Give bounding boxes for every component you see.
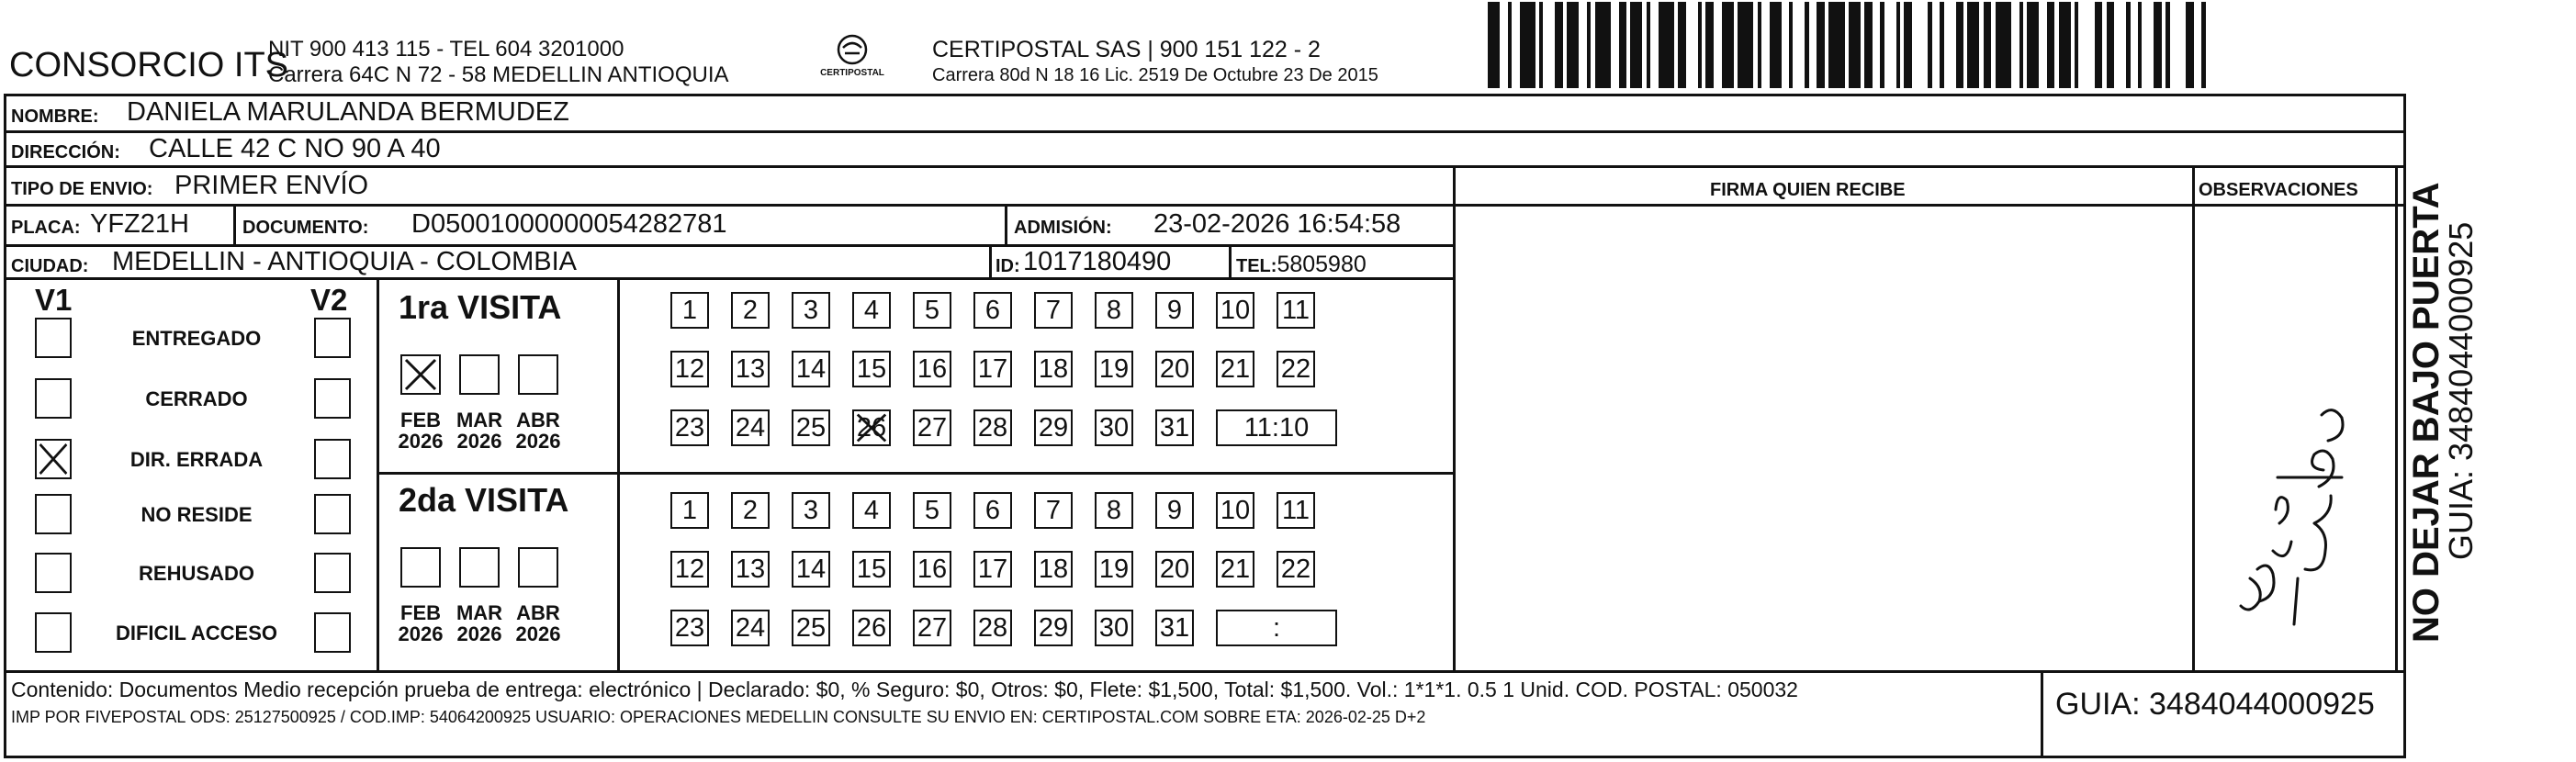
tipo-envio-label: TIPO DE ENVIO: [11,179,153,199]
month-checkbox[interactable] [459,354,500,395]
barcode-bar [1555,2,1563,88]
v1-checkbox[interactable] [35,494,72,534]
footer-guia: GUIA: 3484044000925 [2055,687,2375,722]
month-label: MAR 2026 [456,409,503,454]
barcode-bar [2206,2,2218,88]
observaciones-handwriting [2222,386,2369,643]
day-box[interactable]: 24 [731,610,770,646]
v1-checkbox[interactable] [35,553,72,593]
day-box[interactable]: 2 [731,492,770,529]
day-box[interactable]: 29 [1034,409,1073,446]
v1-label: V1 [35,283,73,317]
admision-value: 23-02-2026 16:54:58 [1153,209,1401,239]
reason-label: REHUSADO [139,562,254,585]
documento-value: D05001000000054282781 [411,209,727,239]
nombre-value: DANIELA MARULANDA BERMUDEZ [127,97,569,127]
day-box[interactable]: 7 [1034,292,1073,329]
barcode-bar [1650,2,1659,88]
barcode-bar [2131,2,2139,88]
month-checkbox[interactable] [518,354,558,395]
admision-label: ADMISIÓN: [1014,218,1112,238]
v2-checkbox[interactable] [314,378,351,419]
footer-contenido: Contenido: Documentos Medio recepción prueba de entrega: electrónico | Declarado: $0, % Seguro: $0, Otros: $0, Flete: $1,500, Total: $1,500. Vol.: 1*1*1. 0.5 1 Unid. COD. POSTAL: 050032 [11,678,1798,701]
barcode-bar [1944,2,1956,88]
v1-checkbox[interactable] [35,439,72,479]
v2-checkbox[interactable] [314,318,351,358]
day-box[interactable]: 16 [913,351,951,387]
day-box[interactable]: 10 [1216,292,1254,329]
direccion-label: DIRECCIÓN: [11,142,120,162]
certipostal-line1: CERTIPOSTAL SAS | 900 151 122 - 2 [932,37,1321,62]
certipostal-logo [816,33,889,83]
month-label: FEB 2026 [398,601,444,646]
month-checkbox[interactable] [459,547,500,588]
barcode-bar [2027,2,2039,88]
day-box[interactable]: 22 [1277,351,1315,387]
barcode-bar [2095,2,2103,88]
barcode-bar [2039,2,2047,88]
v2-checkbox[interactable] [314,439,351,479]
barcode-bar [1904,2,1912,88]
barcode-bar [1912,2,1928,88]
day-box[interactable]: 30 [1095,610,1133,646]
v2-checkbox[interactable] [314,612,351,653]
barcode-bar [2142,2,2154,88]
barcode-bar [1567,2,1579,88]
barcode-bar [1512,2,1520,88]
barcode-bar [1864,2,1873,88]
day-box[interactable]: 27 [913,610,951,646]
barcode-bar [1932,2,1940,88]
day-box[interactable]: 10 [1216,492,1254,529]
day-box[interactable]: 31 [1155,409,1194,446]
barcode-bar [2078,2,2094,88]
barcode-bar [1770,2,1782,88]
day-box[interactable]: 13 [731,551,770,588]
barcode-bar [1686,2,1698,88]
day-box[interactable]: 9 [1155,492,1194,529]
barcode-bar [1714,2,1722,88]
barcode-bar [2194,2,2202,88]
barcode-bar [1996,2,2011,88]
footer-imp: IMP POR FIVEPOSTAL ODS: 25127500925 / COD.IMP: 54064200925 USUARIO: OPERACIONES MEDELLIN CONSULTE SU ENVIO EN: CERTIPOSTAL.COM SOBRE ETA: 2026-02-25 D+2 [11,708,1426,726]
day-box[interactable]: 5 [913,292,951,329]
day-box[interactable]: 28 [973,409,1012,446]
tipo-envio-value: PRIMER ENVÍO [174,171,369,200]
month-label: FEB 2026 [398,409,444,454]
day-box[interactable]: 17 [973,351,1012,387]
first-visit-title: 1ra VISITA [399,288,562,326]
day-box[interactable]: 23 [670,409,709,446]
day-box[interactable]: 15 [852,551,891,588]
barcode-bar [1678,2,1686,88]
side-guia: GUIA: 3484044000925 [2442,221,2480,560]
day-box[interactable]: 14 [792,351,830,387]
direccion-value: CALLE 42 C NO 90 A 40 [149,134,441,163]
barcode-bar [1884,2,1896,88]
barcode-bar [1782,2,1790,88]
day-box[interactable]: 21 [1216,551,1254,588]
day-box[interactable]: 1 [670,292,709,329]
month-label: ABR 2026 [515,601,561,646]
barcode-bar [1761,2,1770,88]
day-box[interactable]: 28 [973,610,1012,646]
barcode-bar [1967,2,1979,88]
day-box[interactable]: 26 [852,610,891,646]
placa-label: PLACA: [11,218,81,238]
barcode-bar [2114,2,2126,88]
certipostal-line2: Carrera 80d N 18 16 Lic. 2519 De Octubre 23 De 2015 [932,65,1378,85]
month-checkbox[interactable] [400,547,441,588]
barcode-bar [1659,2,1674,88]
barcode-bar [1611,2,1619,88]
barcode-bar [1828,2,1844,88]
handwriting-text: No vive Acá [2222,386,2228,387]
day-box[interactable]: 4 [852,292,891,329]
logo-text: CERTIPOSTAL [820,68,884,78]
company-nit-tel: NIT 900 413 115 - TEL 604 3201000 [268,37,624,62]
day-box[interactable]: 12 [670,551,709,588]
v1-checkbox[interactable] [35,378,72,419]
day-box[interactable]: 29 [1034,610,1073,646]
day-box[interactable]: 7 [1034,492,1073,529]
day-box[interactable]: 26 [852,409,891,446]
barcode-bar [2170,2,2186,88]
barcode-bar [2186,2,2194,88]
barcode-bar [1595,2,1611,88]
placa-value: YFZ21H [90,209,189,239]
day-box[interactable]: 31 [1155,610,1194,646]
day-box[interactable]: 22 [1277,551,1315,588]
tel-field: TEL:5805980 [1236,252,1367,277]
barcode-bar [1543,2,1555,88]
reason-label: DIR. ERRADA [129,448,264,471]
barcode-bar [1619,2,1627,88]
v1-checkbox[interactable] [35,612,72,653]
day-box[interactable]: 20 [1155,551,1194,588]
day-box[interactable]: 14 [792,551,830,588]
reason-label: ENTREGADO [131,327,262,350]
v2-label: V2 [310,283,348,317]
v2-checkbox[interactable] [314,553,351,593]
barcode-bar [1809,2,1817,88]
day-box[interactable]: 11 [1277,292,1315,329]
day-box[interactable]: 12 [670,351,709,387]
month-checkbox[interactable] [518,547,558,588]
day-box[interactable]: 11 [1277,492,1315,529]
barcode-bar [2154,2,2162,88]
day-box[interactable]: 19 [1095,551,1133,588]
id-label: ID: [996,256,1020,276]
barcode-bar [1705,2,1714,88]
id-value: 1017180490 [1023,247,1172,276]
day-box[interactable]: 3 [792,492,830,529]
barcode-bar [1738,2,1753,88]
barcode-bar [1956,2,1964,88]
day-box[interactable]: 21 [1216,351,1254,387]
day-box[interactable]: 25 [792,610,830,646]
day-box[interactable]: 19 [1095,351,1133,387]
reason-label: NO RESIDE [141,503,253,526]
v1-checkbox[interactable] [35,318,72,358]
day-box[interactable]: 1 [670,492,709,529]
side-warning: NO DEJAR BAJO PUERTA [2406,182,2447,643]
day-box[interactable]: 20 [1155,351,1194,387]
ciudad-label: CIUDAD: [11,256,89,276]
barcode-bar [1488,2,1500,88]
day-box[interactable]: 5 [913,492,951,529]
day-box[interactable]: 9 [1155,292,1194,329]
day-box[interactable]: 2 [731,292,770,329]
time-box[interactable]: 11:10 [1216,409,1337,446]
day-box[interactable]: 15 [852,351,891,387]
firma-header: FIRMA QUIEN RECIBE [1710,180,1906,200]
barcode-bar [2011,2,2019,88]
month-label: ABR 2026 [515,409,561,454]
day-box[interactable]: 8 [1095,492,1133,529]
v2-checkbox[interactable] [314,494,351,534]
day-box[interactable]: 17 [973,551,1012,588]
day-box[interactable]: 6 [973,292,1012,329]
barcode-bar [2047,2,2055,88]
barcode-bar [1579,2,1587,88]
nombre-label: NOMBRE: [11,106,99,127]
day-box[interactable]: 24 [731,409,770,446]
barcode-bar [1984,2,1992,88]
barcode-bar [1817,2,1825,88]
documento-label: DOCUMENTO: [242,218,369,238]
day-box[interactable]: 4 [852,492,891,529]
day-box[interactable]: 3 [792,292,830,329]
day-box[interactable]: 30 [1095,409,1133,446]
barcode-bar [1722,2,1734,88]
month-label: MAR 2026 [456,601,503,646]
barcode-bar [2107,2,2115,88]
barcode-bar [1520,2,1535,88]
second-visit-title: 2da VISITA [399,481,569,519]
day-box[interactable]: 18 [1034,351,1073,387]
reason-label: CERRADO [145,387,248,410]
day-box[interactable]: 27 [913,409,951,446]
day-box[interactable]: 13 [731,351,770,387]
time-box[interactable]: : [1216,610,1337,646]
barcode-bar [1500,2,1508,88]
company-address: Carrera 64C N 72 - 58 MEDELLIN ANTIOQUIA [268,62,729,87]
day-box[interactable]: 25 [792,409,830,446]
day-box[interactable]: 8 [1095,292,1133,329]
observaciones-header: OBSERVACIONES [2199,180,2358,200]
reason-label: DIFICIL ACCESO [115,622,277,644]
barcode-bar [2059,2,2071,88]
barcode-bar [1849,2,1861,88]
barcode-bar [1793,2,1805,88]
month-checkbox[interactable] [400,354,441,395]
day-box[interactable]: 16 [913,551,951,588]
ciudad-value: MEDELLIN - ANTIOQUIA - COLOMBIA [112,247,577,276]
side-text [2406,92,2480,643]
day-box[interactable]: 23 [670,610,709,646]
barcode-bar [1873,2,1881,88]
company-name: CONSORCIO ITS [9,46,289,84]
day-box[interactable]: 18 [1034,551,1073,588]
barcode [1488,2,2218,88]
barcode-bar [1630,2,1642,88]
day-box[interactable]: 6 [973,492,1012,529]
